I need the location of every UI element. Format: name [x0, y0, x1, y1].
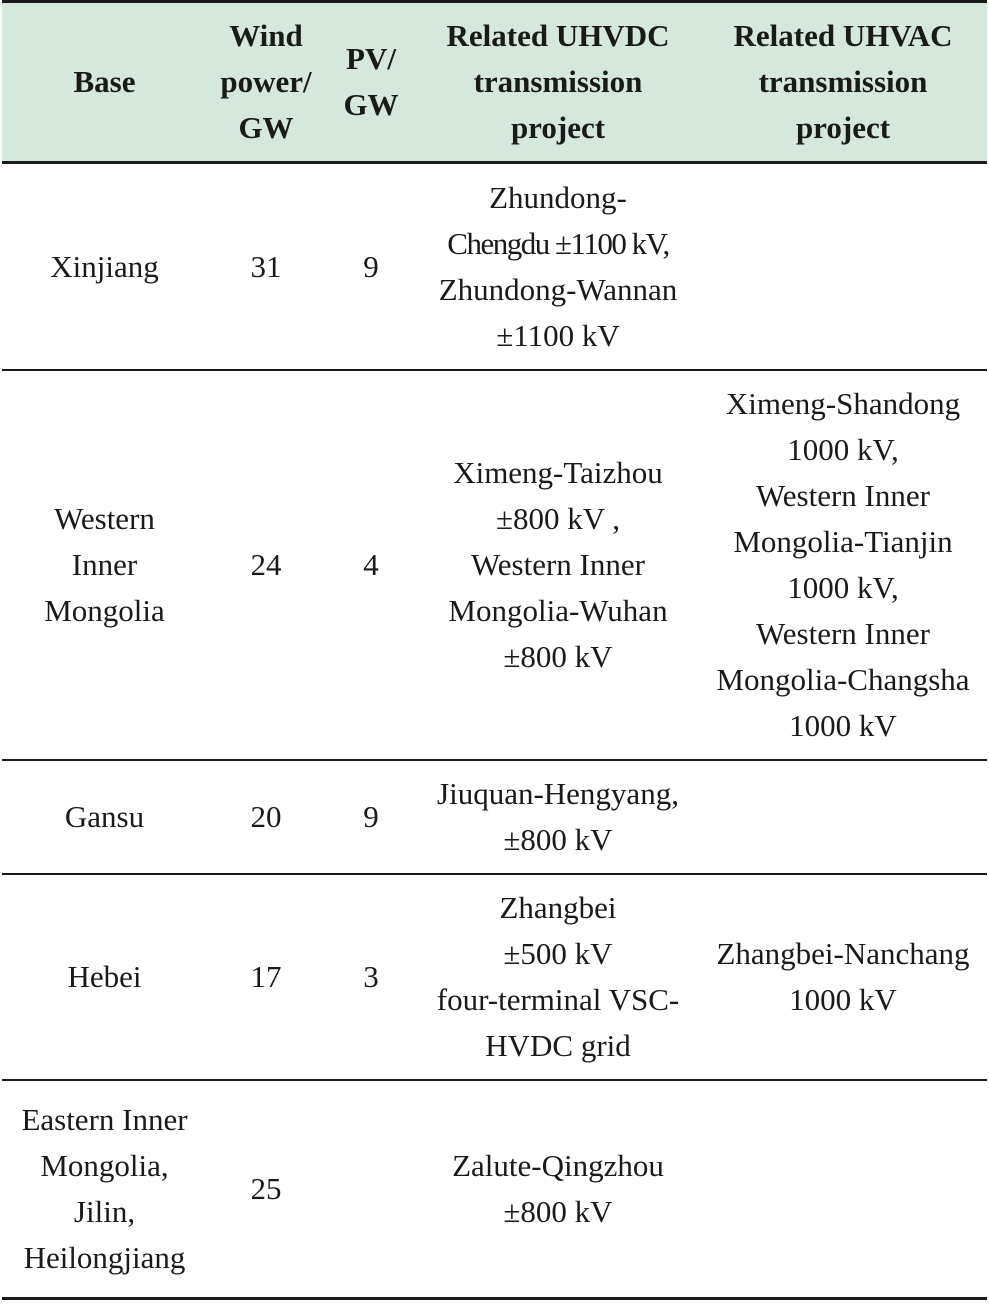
cell-base [2, 874, 207, 1080]
cell-uhvdc-line: Jiuquan-Hengyang, [437, 776, 679, 811]
cell-uhvdc [417, 370, 699, 760]
cell-uhvdc-line: ±800 kV , [495, 501, 621, 536]
cell-base-line: Eastern Inner [21, 1102, 188, 1137]
cell-pv: 4 [325, 370, 417, 760]
header-pv-line: GW [343, 87, 399, 122]
cell-base-line: Hebei [67, 959, 142, 994]
cell-pv [325, 1080, 417, 1299]
cell-base-line: Gansu [64, 799, 145, 834]
cell-uhvdc-line: Zhundong-Wannan [438, 271, 678, 307]
header-wind-line: power/ [220, 64, 312, 99]
cell-wind: 24 [207, 370, 325, 760]
header-uhvac [699, 2, 987, 163]
header-uhvac-line: project [795, 110, 891, 145]
table-row [2, 760, 987, 874]
cell-uhvdc-line: Chengdu ±1100 kV, [447, 225, 669, 261]
cell-uhvac-line: 1000 kV [789, 708, 897, 743]
cell-uhvdc-line: four-terminal VSC- [436, 982, 680, 1017]
cell-base-line: Heilongjiang [23, 1240, 186, 1275]
cell-wind: 17 [207, 874, 325, 1080]
cell-uhvac-line: Mongolia-Changsha [716, 662, 970, 697]
cell-base-line: Mongolia [44, 593, 165, 628]
header-uhvdc-line: transmission [473, 64, 643, 99]
cell-uhvac-line: 1000 kV [789, 982, 897, 1017]
cell-uhvac-line: 1000 kV, [787, 432, 899, 467]
cell-uhvdc [417, 163, 699, 371]
cell-uhvdc-line: ±500 kV [503, 936, 613, 971]
header-uhvdc-line: project [510, 110, 606, 145]
cell-uhvdc-line: ±800 kV [503, 822, 613, 857]
cell-base [2, 163, 207, 371]
cell-uhvdc-line: Zhangbei [499, 890, 617, 925]
cell-base-line: Inner [71, 547, 138, 582]
cell-uhvac-line: Ximeng-Shandong [725, 386, 961, 421]
table-row [2, 370, 987, 760]
cell-uhvdc [417, 1080, 699, 1299]
cell-uhvac [699, 163, 987, 371]
cell-base [2, 760, 207, 874]
cell-uhvdc-line: Zhundong- [489, 179, 627, 215]
cell-wind: 31 [207, 163, 325, 371]
header-base-label: Base [73, 64, 136, 99]
data-table [2, 0, 987, 1300]
cell-uhvdc-line: ±800 kV [503, 639, 613, 674]
cell-uhvdc-line: Zalute-Qingzhou [452, 1148, 664, 1183]
table-header [2, 2, 987, 163]
table-body [2, 163, 987, 1299]
cell-uhvac [699, 874, 987, 1080]
cell-pv: 3 [325, 874, 417, 1080]
table-row [2, 1080, 987, 1299]
header-wind-line: GW [238, 110, 294, 145]
header-pv [325, 2, 417, 163]
cell-base [2, 370, 207, 760]
header-row [2, 2, 987, 163]
cell-wind: 20 [207, 760, 325, 874]
cell-uhvac-line: Zhangbei-Nanchang [716, 936, 970, 971]
cell-pv: 9 [325, 760, 417, 874]
cell-uhvac-line: Mongolia-Tianjin [733, 524, 953, 559]
cell-uhvdc-line: Mongolia-Wuhan [448, 593, 668, 628]
cell-uhvac [699, 760, 987, 874]
header-uhvac-line: transmission [758, 64, 928, 99]
cell-base-line: Xinjiang [50, 248, 159, 284]
header-uhvac-line: Related UHVAC [733, 18, 953, 53]
header-pv-line: PV/ [346, 41, 396, 76]
cell-uhvdc-line: Western Inner [471, 547, 645, 582]
cell-uhvdc [417, 874, 699, 1080]
table-row [2, 874, 987, 1080]
cell-base [2, 1080, 207, 1299]
cell-uhvdc-line: HVDC grid [485, 1028, 631, 1063]
cell-wind: 25 [207, 1080, 325, 1299]
table-row [2, 163, 987, 371]
cell-uhvac-line: 1000 kV, [787, 570, 899, 605]
cell-uhvac [699, 370, 987, 760]
cell-uhvdc [417, 760, 699, 874]
header-uhvdc-line: Related UHVDC [446, 18, 670, 53]
header-wind-line: Wind [229, 18, 303, 53]
header-base [2, 2, 207, 163]
cell-pv: 9 [325, 163, 417, 371]
cell-base-line: Western [54, 501, 155, 536]
cell-base-line: Jilin, [73, 1194, 136, 1229]
cell-uhvac-line: Western Inner [756, 478, 930, 513]
header-wind-power [207, 2, 325, 163]
cell-uhvdc-line: Ximeng-Taizhou [453, 455, 663, 490]
cell-uhvdc-line: ±1100 kV [496, 317, 620, 353]
cell-uhvdc-line: ±800 kV [503, 1194, 613, 1229]
cell-base-line: Mongolia, [40, 1148, 169, 1183]
cell-uhvac [699, 1080, 987, 1299]
cell-uhvac-line: Western Inner [756, 616, 930, 651]
header-uhvdc [417, 2, 699, 163]
